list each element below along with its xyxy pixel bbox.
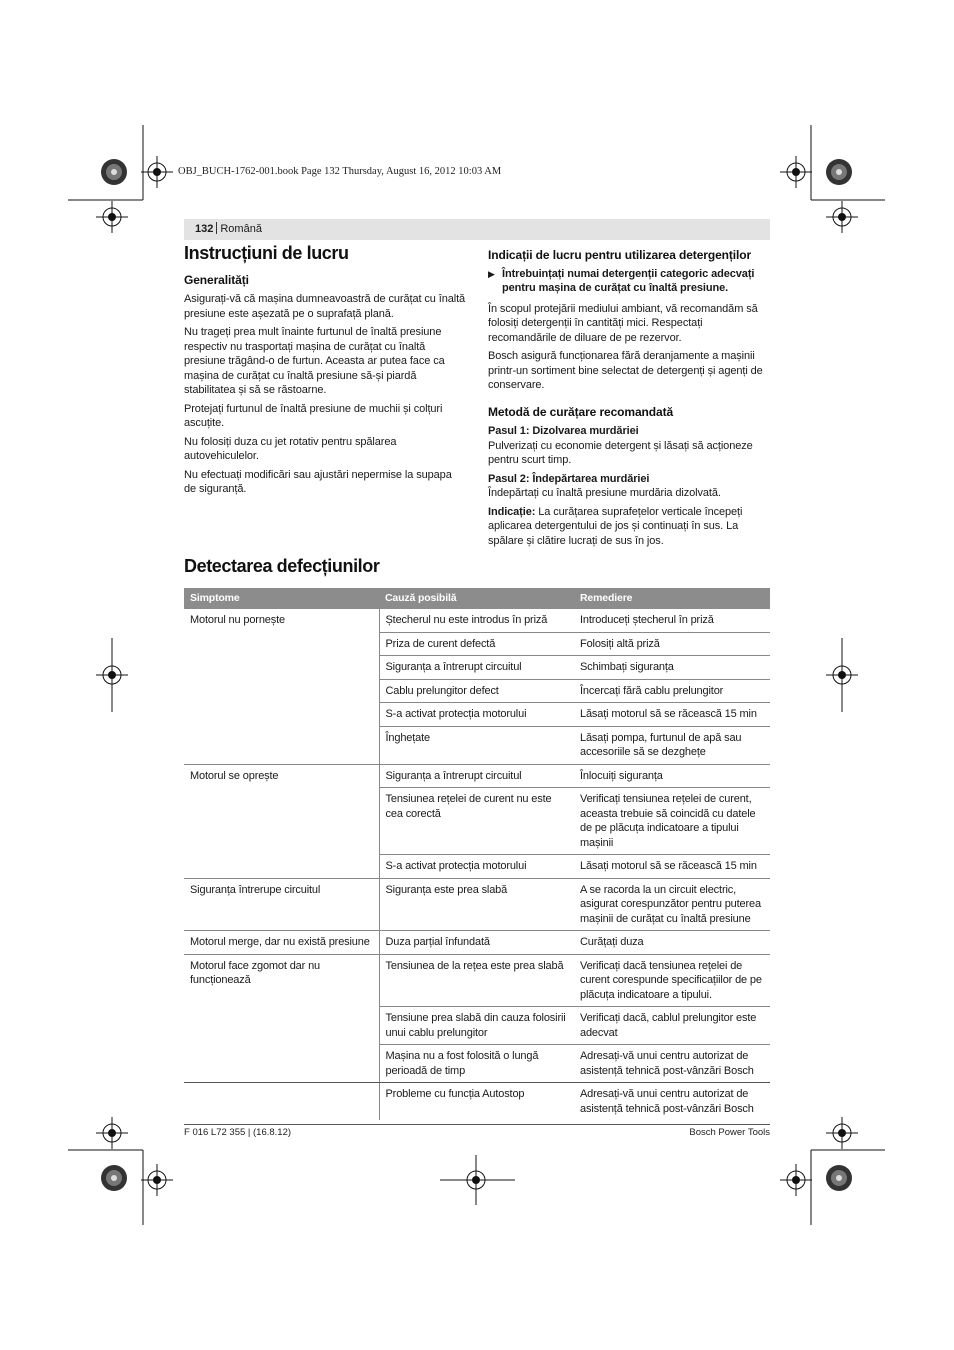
symptom-cell [184, 1007, 379, 1045]
step2-title: Pasul 2: Îndepărtarea murdăriei [488, 472, 650, 485]
remedy-cell: Verificați dacă tensiunea rețelei de curent corespunde specificațiilor de pe plăcuța indicatoare a tipului. [574, 954, 770, 1007]
table-row [184, 764, 770, 788]
cause-cell: Tensiunea rețelei de curent nu este cea corectă [379, 788, 574, 855]
table-row [184, 931, 770, 955]
general-paragraph: Nu trageți prea mult înainte furtunul de înaltă presiune respectiv nu trasportați mașina de curățat cu înaltă presiune trăgând-o de furtun. Aceasta ar putea face ca mașina de curățat cu înaltă presiune să-și piardă stabilitatea și să se răstoarne. [184, 326, 445, 396]
remedy-cell: Verificați tensiunea rețelei de curent, aceasta trebuie să coincidă cu datele de pe plăcuța indicatoare a tipului mașinii [574, 788, 770, 855]
fault-table [184, 588, 770, 1120]
table-row [184, 656, 770, 680]
table-header-row [184, 588, 770, 609]
general-paragraph: Protejați furtunul de înaltă presiune de muchii și colțuri ascuțite. [184, 402, 443, 429]
symptom-cell [184, 788, 379, 855]
remedy-cell: Introduceți ștecherul în priză [580, 614, 714, 626]
cause-cell: Tensiune prea slabă din cauza folosirii unui cablu prelungitor [379, 1007, 574, 1045]
footer-document-code: F 016 L72 355 | (16.8.12) [184, 1127, 292, 1138]
general-paragraph: Nu folosiți duza cu jet rotativ pentru spălarea autovehiculelor. [184, 435, 397, 462]
detergent-paragraph: În scopul protejării mediului ambiant, vă recomandăm să folosiți detergenții în cantități mici. Respectați recomandările de diluare de pe rezervor. [488, 302, 758, 344]
remedy-cell: Curățați duza [574, 931, 770, 955]
note-text: La curățarea suprafețelor verticale începeți aplicarea detergentului de jos și continuați în sus. La spălare și clătire lucrați de sus în jos. [488, 505, 743, 547]
symptom-cell [184, 1083, 379, 1121]
step1-text: Pulverizați cu economie detergent și lăsați să acționeze pentru scurt timp. [488, 439, 753, 466]
cause-cell: Tensiunea de la rețea este prea slabă [379, 954, 574, 1007]
remedy-cell: Lăsați pompa, furtunul de apă sau accesoriile să se dezghețe [574, 726, 770, 764]
right-column [488, 248, 770, 552]
table-row [184, 632, 770, 656]
cause-cell: Mașina nu a fost folosită o lungă perioadă de timp [379, 1045, 574, 1083]
column-header-remedy: Remediere [574, 588, 770, 609]
header-divider [216, 222, 217, 234]
remedy-cell: Lăsați motorul să se răcească 15 min [574, 703, 770, 727]
detergent-heading: Indicații de lucru pentru utilizarea detergenților [488, 248, 752, 262]
symptom-cell: Siguranța întrerupe circuitul [184, 878, 379, 931]
subtitle-general: Generalități [184, 272, 249, 287]
remedy-cell: Schimbați siguranța [574, 656, 770, 680]
symptom-cell: Motorul face zgomot dar nu funcționează [184, 954, 379, 1007]
table-row [184, 703, 770, 727]
symptom-cell [184, 855, 379, 879]
cause-cell: Înghețate [379, 726, 574, 764]
table-row [184, 1083, 770, 1121]
header-language: Română [220, 223, 262, 235]
table-row [184, 878, 770, 931]
symptom-cell [184, 703, 379, 727]
note-label: Indicație: [488, 505, 536, 518]
table-bottom-rule [184, 1082, 770, 1083]
footer-brand: Bosch Power Tools [689, 1127, 770, 1138]
cause-cell: Siguranța este prea slabă [379, 878, 574, 931]
symptom-cell [184, 632, 379, 656]
cause-cell: S-a activat protecția motorului [379, 855, 574, 879]
step1-title: Pasul 1: Dizolvarea murdăriei [488, 425, 639, 437]
symptom-cell [184, 1045, 379, 1083]
page-header-bar [184, 219, 770, 240]
general-paragraph: Asigurați-vă că mașina dumneavoastră de curățat cu înaltă presiune este așezată pe o suprafață plană. [184, 293, 466, 320]
symptom-cell: Motorul se oprește [184, 764, 379, 788]
table-row [184, 788, 770, 855]
table-row [184, 1045, 770, 1083]
table-row [184, 726, 770, 764]
table-row [184, 855, 770, 879]
section-title-work-instructions: Instrucțiuni de lucru [184, 243, 349, 263]
method-heading: Metodă de curățare recomandată [488, 404, 674, 419]
symptom-cell [184, 726, 379, 764]
table-row [184, 954, 770, 1007]
remedy-cell: Folosiți altă priză [574, 632, 770, 656]
symptom-cell [184, 656, 379, 680]
cause-cell: Priza de curent defectă [379, 632, 574, 656]
footer-rule [184, 1124, 770, 1125]
book-info-line: OBJ_BUCH-1762-001.book Page 132 Thursday, August 16, 2012 10:03 AM [178, 166, 502, 177]
cause-cell: Siguranța a întrerupt circuitul [379, 656, 574, 680]
note-paragraph [488, 505, 770, 549]
remedy-cell: Verificați dacă, cablul prelungitor este adecvat [574, 1007, 770, 1045]
remedy-cell: Adresați-vă unui centru autorizat de asistență tehnică post-vânzări Bosch [574, 1045, 770, 1083]
step2-text: Îndepărtați cu înaltă presiune murdăria dizolvată. [488, 487, 721, 499]
detergent-bullet-text: Întrebuințați numai detergenții categoric adecvați pentru mașina de curățat cu înaltă presiune. [502, 267, 755, 294]
cause-cell: Cablu prelungitor defect [379, 679, 574, 703]
detergent-paragraph: Bosch asigură funcționarea fără deranjamente a mașinii printr-un sortiment bine selectat de detergenți și agenți de conservare. [488, 350, 763, 391]
symptom-cell: Motorul merge, dar nu există presiune [184, 931, 379, 955]
remedy-cell: Înlocuiți siguranța [574, 764, 770, 788]
cause-cell: S-a activat protecția motorului [379, 703, 574, 727]
section-title-fault-detection: Detectarea defecțiunilor [184, 556, 380, 576]
remedy-cell: Adresați-vă unui centru autorizat de asistență tehnică post-vânzări Bosch [574, 1083, 770, 1121]
table-row [184, 609, 770, 632]
column-header-cause: Cauză posibilă [379, 588, 574, 609]
remedy-cell: Lăsați motorul să se răcească 15 min [574, 855, 770, 879]
left-column [184, 243, 466, 501]
remedy-cell: Încercați fără cablu prelungitor [574, 679, 770, 703]
cause-cell: Siguranța a întrerupt circuitul [379, 764, 574, 788]
table-row [184, 1007, 770, 1045]
triangle-bullet-icon: ▶ [488, 268, 495, 279]
detergent-bullet [488, 267, 770, 296]
fault-table-body [184, 609, 770, 1120]
remedy-cell: A se racorda la un circuit electric, asigurat corespunzător pentru puterea mașinii de curățat cu înaltă presiune [574, 878, 770, 931]
symptom-cell: Motorul nu pornește [190, 614, 285, 626]
cause-cell: Ștecherul nu este introdus în priză [379, 609, 574, 632]
table-row [184, 679, 770, 703]
general-paragraph: Nu efectuați modificări sau ajustări nepermise la supapa de siguranță. [184, 468, 452, 495]
column-header-symptoms: Simptome [184, 588, 379, 609]
cause-cell: Duza parțial înfundată [379, 931, 574, 955]
page-number: 132 [195, 223, 214, 235]
cause-cell: Probleme cu funcția Autostop [379, 1083, 574, 1121]
symptom-cell [184, 679, 379, 703]
